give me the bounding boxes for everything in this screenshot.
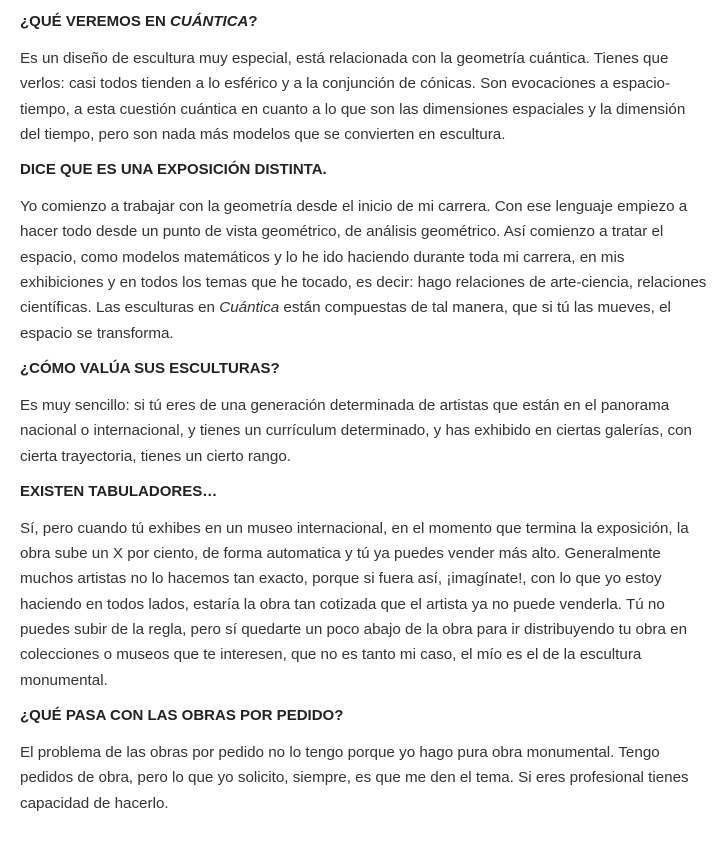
answer-paragraph: Sí, pero cuando tú exhibes en un museo internacional, en el momento que termina la exposición, la obra sube un X por ciento, de forma automatica y tú ya puedes vender más alto. Generalmente muchos artistas no lo hacemos tan exacto, porque si fuera así, ¡imagínate!, con lo que yo estoy haciendo en todos lados, estaría la obra tan cotizada que el artista ya no puede venderla. Tú no puedes subir de la regla, pero sí quedarte un poco abajo de la obra para ir distribuyendo tu obra en colecciones o museos que te interesen, que no es tanto mi caso, el mío es el de la escultura monumental. [20,519,689,689]
question-heading: DICE QUE ES UNA EXPOSICIÓN DISTINTA. [20,161,327,179]
answer-paragraph: Es un diseño de escultura muy especial, está relacionada con la geometría cuántica. Tienes que verlos: casi todos tienden a lo esférico y a la conjunción de cónicas. Son evocaciones a espacio-tiempo, a esta cuestión cuántica en cuanto a lo que son las dimensiones espaciales y la dimensión del tiempo, pero son nada más modelos que se convierten en escultura. [20,50,686,143]
answer-paragraph: Es muy sencillo: si tú eres de una generación determinada de artistas que están en el panorama nacional o internacional, y tienes un currículum determinado, y has exhibido en ciertas galerías, con cierta trayectoria, tienes un cierto rango. [20,396,693,465]
answer-paragraph: El problema de las obras por pedido no lo tengo porque yo hago pura obra monumental. Tengo pedidos de obra, pero lo que yo solicito, siempre, es que me den el tema. Si eres profesional tienes capacidad de hacerlo. [20,743,689,812]
question-heading: EXISTEN TABULADORES… [20,482,218,500]
answer-text: Yo comienzo a trabajar con la geometría desde el inicio de mi carrera. Con ese lenguaje empiezo a hacer todo desde un punto de vista geométrico, de análisis geométrico. Así comienzo a tratar el espacio, como modelos matemáticos y lo he ido haciendo durante toda mi carrera, en mis exhibiciones y en todos los temas que he tocado, es decir: hago relaciones de arte-ciencia, relaciones científicas. Las esculturas en [20,198,707,317]
answer-paragraph [20,194,708,346]
answer-text: están compuestas de tal manera, que si tú las mueves, el espacio se transforma. [20,299,671,342]
question-text: ¿QUÉ VEREMOS EN [20,13,171,30]
exhibition-title: CUÁNTICA [170,13,249,30]
question-heading: ¿QUÉ PASA CON LAS OBRAS POR PEDIDO? [20,706,344,724]
question-heading: ¿CÓMO VALÚA SUS ESCULTURAS? [20,359,280,377]
question-mark: ? [248,13,258,30]
question-heading [20,0,708,32]
exhibition-title: Cuántica [219,299,280,317]
